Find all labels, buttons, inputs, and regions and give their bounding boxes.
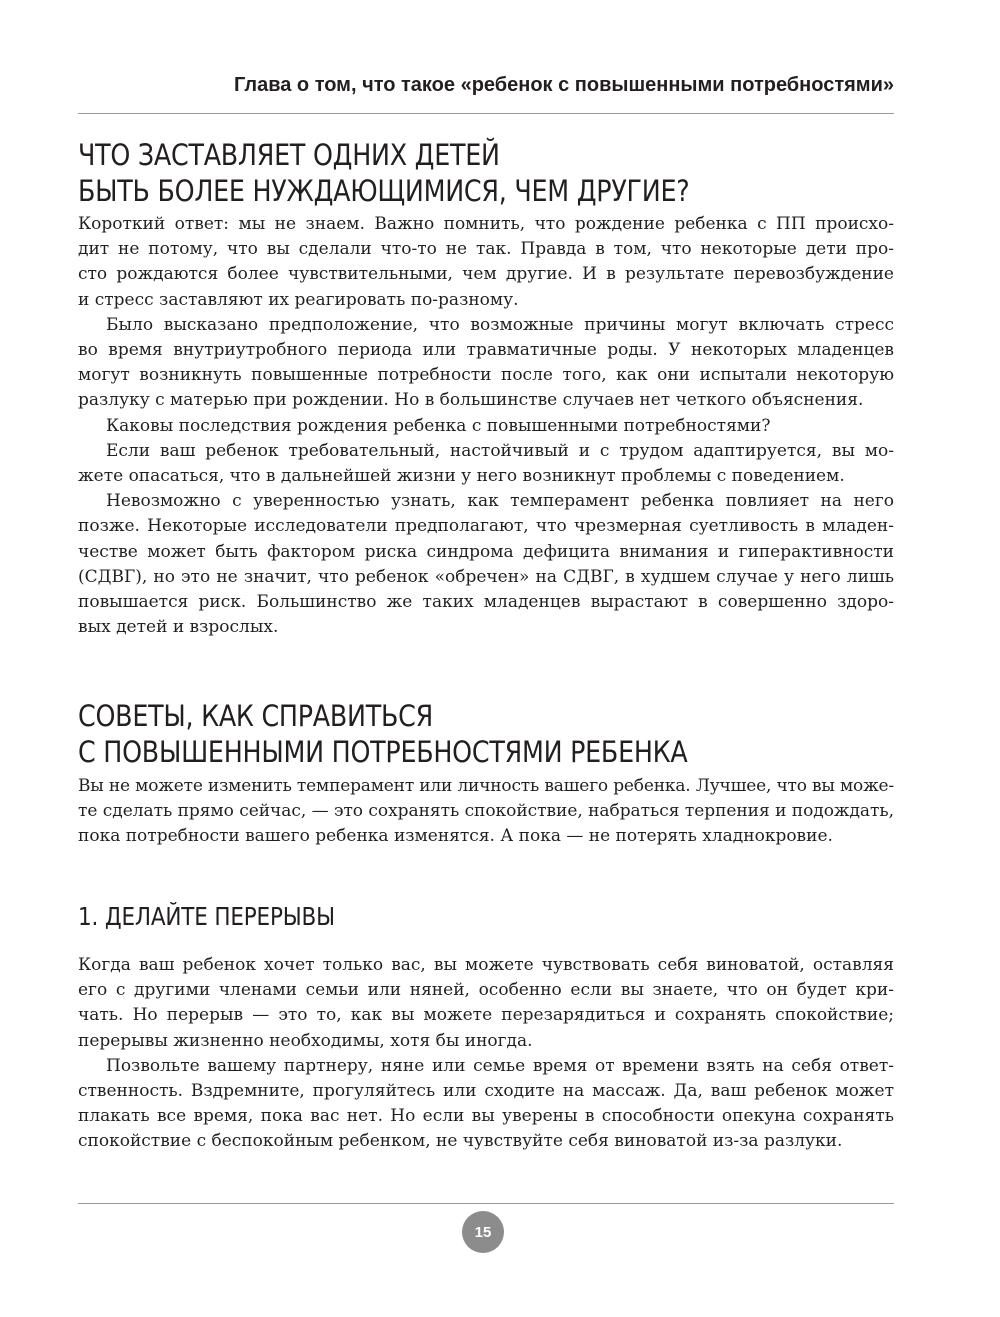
text-line: его с другими членами семьи или няней, особенно если вы знаете, что он будет кри- bbox=[78, 980, 894, 1001]
text-line: разлуку с матерью при рождении. Но в большинстве случаев нет четкого объяснения. bbox=[78, 390, 864, 411]
text-line: плакать все время, пока вас нет. Но если вы уверены в способности опекуна сохранять bbox=[78, 1106, 894, 1127]
text-line: Если ваш ребенок требовательный, настойчивый и с трудом адаптируется, вы мо- bbox=[106, 440, 894, 461]
text-line: Короткий ответ: мы не знаем. Важно помнить, что рождение ребенка с ПП происхо- bbox=[78, 214, 894, 234]
text-line: вых детей и взрослых. bbox=[78, 617, 279, 638]
text-line: Было высказано предположение, что возможные причины могут включать стресс bbox=[106, 314, 894, 335]
text-line: Когда ваш ребенок хочет только вас, вы можете чувствовать себя виноватой, оставляя bbox=[78, 955, 894, 975]
text-line: Каковы последствия рождения ребенка с повышенными потребностями? bbox=[106, 415, 771, 436]
heading-line: С ПОВЫШЕННЫМИ ПОТРЕБНОСТЯМИ РЕБЕНКА bbox=[78, 735, 688, 769]
heading-line: СОВЕТЫ, КАК СПРАВИТЬСЯ bbox=[78, 699, 433, 733]
text-line: пока потребности вашего ребенка изменятся. А пока — не потерять хладнокровие. bbox=[78, 826, 833, 847]
running-head: Глава о том, что такое «ребенок с повышенными потребностями» bbox=[234, 74, 894, 96]
subsection-heading-1: 1. ДЕЛАЙТЕ ПЕРЕРЫВЫ bbox=[78, 902, 335, 931]
text-line: дит не потому, что вы сделали что-то не так. Правда в том, что некоторые дети про- bbox=[78, 239, 894, 260]
footer-rule bbox=[78, 1203, 894, 1204]
text-line: честве может быть фактором риска синдрома дефицита внимания и гиперактивности bbox=[78, 541, 894, 562]
text-line: Позвольте вашему партнеру, няне или семье время от времени взять на себя ответ- bbox=[106, 1055, 894, 1076]
section-heading-2 bbox=[78, 698, 904, 770]
section-heading-1 bbox=[78, 137, 904, 209]
subsection-1-body bbox=[78, 953, 894, 1155]
text-line: Невозможно с уверенностью узнать, как темперамент ребенка повлияет на него bbox=[106, 491, 894, 512]
text-line: (СДВГ), но это не значит, что ребенок «обречен» на СДВГ, в худшем случае у него лишь bbox=[78, 566, 894, 587]
text-line: те сделать прямо сейчас, — это сохранять спокойствие, набраться терпения и подождать, bbox=[78, 801, 894, 822]
text-line: Вы не можете изменить темперамент или личность вашего ребенка. Лучшее, что вы може- bbox=[78, 776, 894, 796]
text-line: и стресс заставляют их реагировать по-разному. bbox=[78, 289, 519, 310]
heading-line: ЧТО ЗАСТАВЛЯЕТ ОДНИХ ДЕТЕЙ bbox=[78, 138, 500, 172]
text-line: ственность. Вздремните, прогуляйтесь или сходите на массаж. Да, ваш ребенок может bbox=[78, 1081, 894, 1102]
text-line: повышается риск. Большинство же таких младенцев вырастают в совершенно здоро- bbox=[78, 592, 894, 613]
text-line: чать. Но перерыв — это то, как вы можете перезарядиться и сохранять спокойствие; bbox=[78, 1005, 894, 1026]
heading-line: БЫТЬ БОЛЕЕ НУЖДАЮЩИМИСЯ, ЧЕМ ДРУГИЕ? bbox=[78, 174, 690, 208]
text-line: могут возникнуть повышенные потребности после того, как они испытали некоторую bbox=[78, 365, 894, 386]
section-2-body bbox=[78, 774, 894, 850]
text-line: перерывы жизненно необходимы, хотя бы иногда. bbox=[78, 1030, 533, 1051]
text-line: сто рождаются более чувствительными, чем другие. И в результате перевозбуждение bbox=[78, 264, 894, 285]
header-rule bbox=[78, 113, 894, 114]
section-1-body bbox=[78, 212, 894, 640]
text-line: позже. Некоторые исследователи предполагают, что чрезмерная суетливость в младен- bbox=[78, 516, 894, 537]
text-line: спокойствие с беспокойным ребенком, не чувствуйте себя виноватой из-за разлуки. bbox=[78, 1131, 843, 1152]
text-line: жете опасаться, что в дальнейшей жизни у него возникнут проблемы с поведением. bbox=[78, 466, 845, 487]
page-number-badge: 15 bbox=[462, 1211, 504, 1253]
text-line: во время внутриутробного периода или травматичные роды. У некоторых младенцев bbox=[78, 340, 894, 361]
